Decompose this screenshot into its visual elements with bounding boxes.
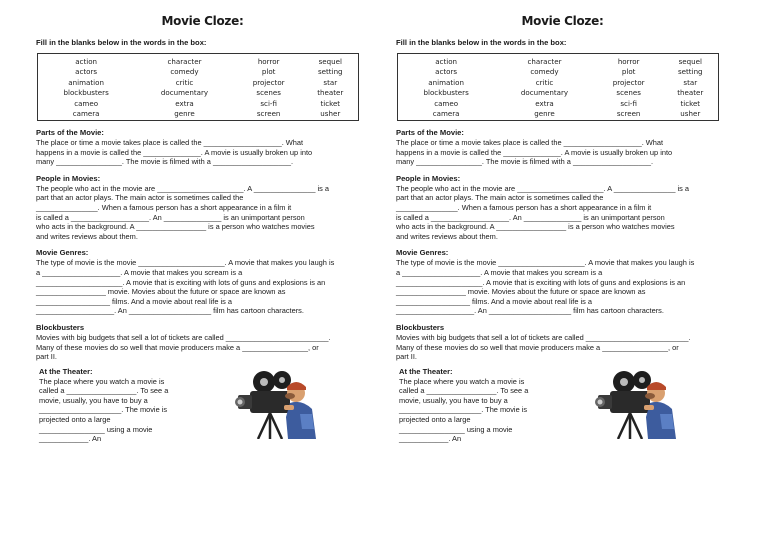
word: animation <box>68 77 104 87</box>
word: comedy <box>170 67 199 77</box>
word: comedy <box>530 67 559 77</box>
word-row <box>398 78 718 88</box>
word: plot <box>621 67 636 77</box>
word: horror <box>257 57 280 66</box>
word: setting <box>317 67 343 77</box>
word: plot <box>261 67 276 77</box>
word: extra <box>535 98 554 108</box>
word: genre <box>534 109 555 119</box>
word-row <box>38 78 358 88</box>
word: sci-fi <box>620 98 637 108</box>
word: genre <box>174 109 195 119</box>
word-row <box>398 88 718 98</box>
word: projector <box>252 77 285 87</box>
section-text: The place or time a movie takes place is called the ___________________. What happens in a movie is called the ______________. A movie is usually broken up into many ________________. The movie is filmed with a ___________________. <box>396 138 673 167</box>
word: horror <box>617 57 640 66</box>
word: usher <box>320 109 341 119</box>
section-heading: Movie Genres: <box>36 248 89 258</box>
word: action <box>435 57 458 66</box>
word: extra <box>175 98 194 108</box>
word: sequel <box>318 57 342 66</box>
word: sequel <box>678 57 702 66</box>
section-text: The people who act in the movie are _____________________. A _______________ is a part that an actor plays. The main actor is sometimes called the _______________. When a famous person has a short appearance in a film it is called a ___________________. An ______________ is an unimportant person who acts in the background. A _________________ is a person who watches movies and writes reviews about them. <box>396 183 689 241</box>
word-row <box>398 67 718 77</box>
word: documentary <box>160 88 209 98</box>
section-text: The type of movie is the movie _____________________. A movie that makes you laugh is a ___________________. A movie that makes you scream is a _____________________. A movie that is exciting with lots of guns and explosions is an _________________ movie. Movies about the future or space are known as __________________ films. And a movie about real life is a ___________________. An ____________________ film has cartoon characters. <box>396 258 695 316</box>
section-text: The type of movie is the movie _____________________. A movie that makes you laugh is a ___________________. A movie that makes you scream is a _____________________. A movie that is exciting with lots of guns and explosions is an _________________ movie. Movies about the future or space are known as __________________ films. And a movie about real life is a ___________________. An ____________________ film has cartoon characters. <box>36 258 335 316</box>
theater-section <box>395 367 730 444</box>
section-heading: Blockbusters <box>36 322 85 332</box>
word: action <box>75 57 98 66</box>
section-heading: Movie Genres: <box>396 248 449 258</box>
word: cameo <box>74 98 99 108</box>
word-row <box>38 57 358 67</box>
word: character <box>527 57 562 66</box>
word: animation <box>428 77 464 87</box>
word: cameo <box>434 98 459 108</box>
section-heading: People in Movies: <box>36 173 101 183</box>
theater-section <box>35 367 370 444</box>
word: camera <box>72 109 100 119</box>
word: blockbusters <box>63 88 109 98</box>
section-text: Movies with big budgets that sell a lot of tickets are called _________________________. Many of these movies do so well that movie producers make a ________________, or part II. <box>396 332 691 362</box>
word-row <box>38 109 358 119</box>
word: ticket <box>680 98 701 108</box>
page-title: Movie Cloze: <box>521 14 604 28</box>
page-title: Movie Cloze: <box>161 14 244 28</box>
word-row <box>38 88 358 98</box>
section-heading: At the Theater: <box>399 366 453 376</box>
word: screen <box>616 109 641 119</box>
word: character <box>167 57 202 66</box>
word: projector <box>612 77 645 87</box>
word-box <box>397 53 719 121</box>
section-text: The place or time a movie takes place is called the ___________________. What happens in a movie is called the ______________. A movie is usually broken up into many ________________. The movie is filmed with a ___________________. <box>36 138 313 167</box>
word-row <box>398 57 718 67</box>
word-table <box>38 57 358 119</box>
section-heading: Blockbusters <box>396 322 445 332</box>
section-text: The place where you watch a movie is called a _________________. To see a movie, usually, you have to buy a ____________________. The movie is projected onto a large ________________ using a movie ____________. An <box>399 376 529 444</box>
word: actors <box>75 67 98 77</box>
word: usher <box>680 109 701 119</box>
word-row <box>398 109 718 119</box>
section-heading: At the Theater: <box>39 366 93 376</box>
word-table <box>398 57 718 119</box>
section-text: The people who act in the movie are _____________________. A _______________ is a part that an actor plays. The main actor is sometimes called the _______________. When a famous person has a short appearance in a film it is called a ___________________. An ______________ is an unimportant person who acts in the background. A _________________ is a person who watches movies and writes reviews about them. <box>36 183 329 241</box>
word-row <box>398 99 718 109</box>
section-text: Movies with big budgets that sell a lot of tickets are called _________________________. Many of these movies do so well that movie producers make a ________________, or part II. <box>36 332 331 362</box>
section-heading: People in Movies: <box>396 173 461 183</box>
section-heading: Parts of the Movie: <box>36 128 104 137</box>
word: star <box>683 77 698 87</box>
word-row <box>38 99 358 109</box>
cameraman-illustration <box>590 369 690 439</box>
word: scenes <box>616 88 641 98</box>
section-heading: Parts of the Movie: <box>396 128 464 137</box>
word-row <box>38 67 358 77</box>
word: blockbusters <box>423 88 469 98</box>
word: camera <box>432 109 460 119</box>
word: critic <box>535 77 554 87</box>
word: actors <box>435 67 458 77</box>
word: theater <box>677 88 704 98</box>
word: ticket <box>320 98 341 108</box>
word: theater <box>317 88 344 98</box>
word: documentary <box>520 88 569 98</box>
section-text: The place where you watch a movie is called a _________________. To see a movie, usually, you have to buy a ____________________. The movie is projected onto a large ________________ using a movie ____________. An <box>39 376 169 444</box>
word: critic <box>175 77 194 87</box>
instructions: Fill in the blanks below in the words in the box: <box>36 38 207 47</box>
instructions: Fill in the blanks below in the words in the box: <box>396 38 567 47</box>
worksheet-page-right <box>395 12 730 467</box>
cameraman-illustration <box>230 369 330 439</box>
worksheet-page-left <box>35 12 370 467</box>
word-box <box>37 53 359 121</box>
word: screen <box>256 109 281 119</box>
word: sci-fi <box>260 98 277 108</box>
word: star <box>323 77 338 87</box>
word: setting <box>677 67 703 77</box>
word: scenes <box>256 88 281 98</box>
